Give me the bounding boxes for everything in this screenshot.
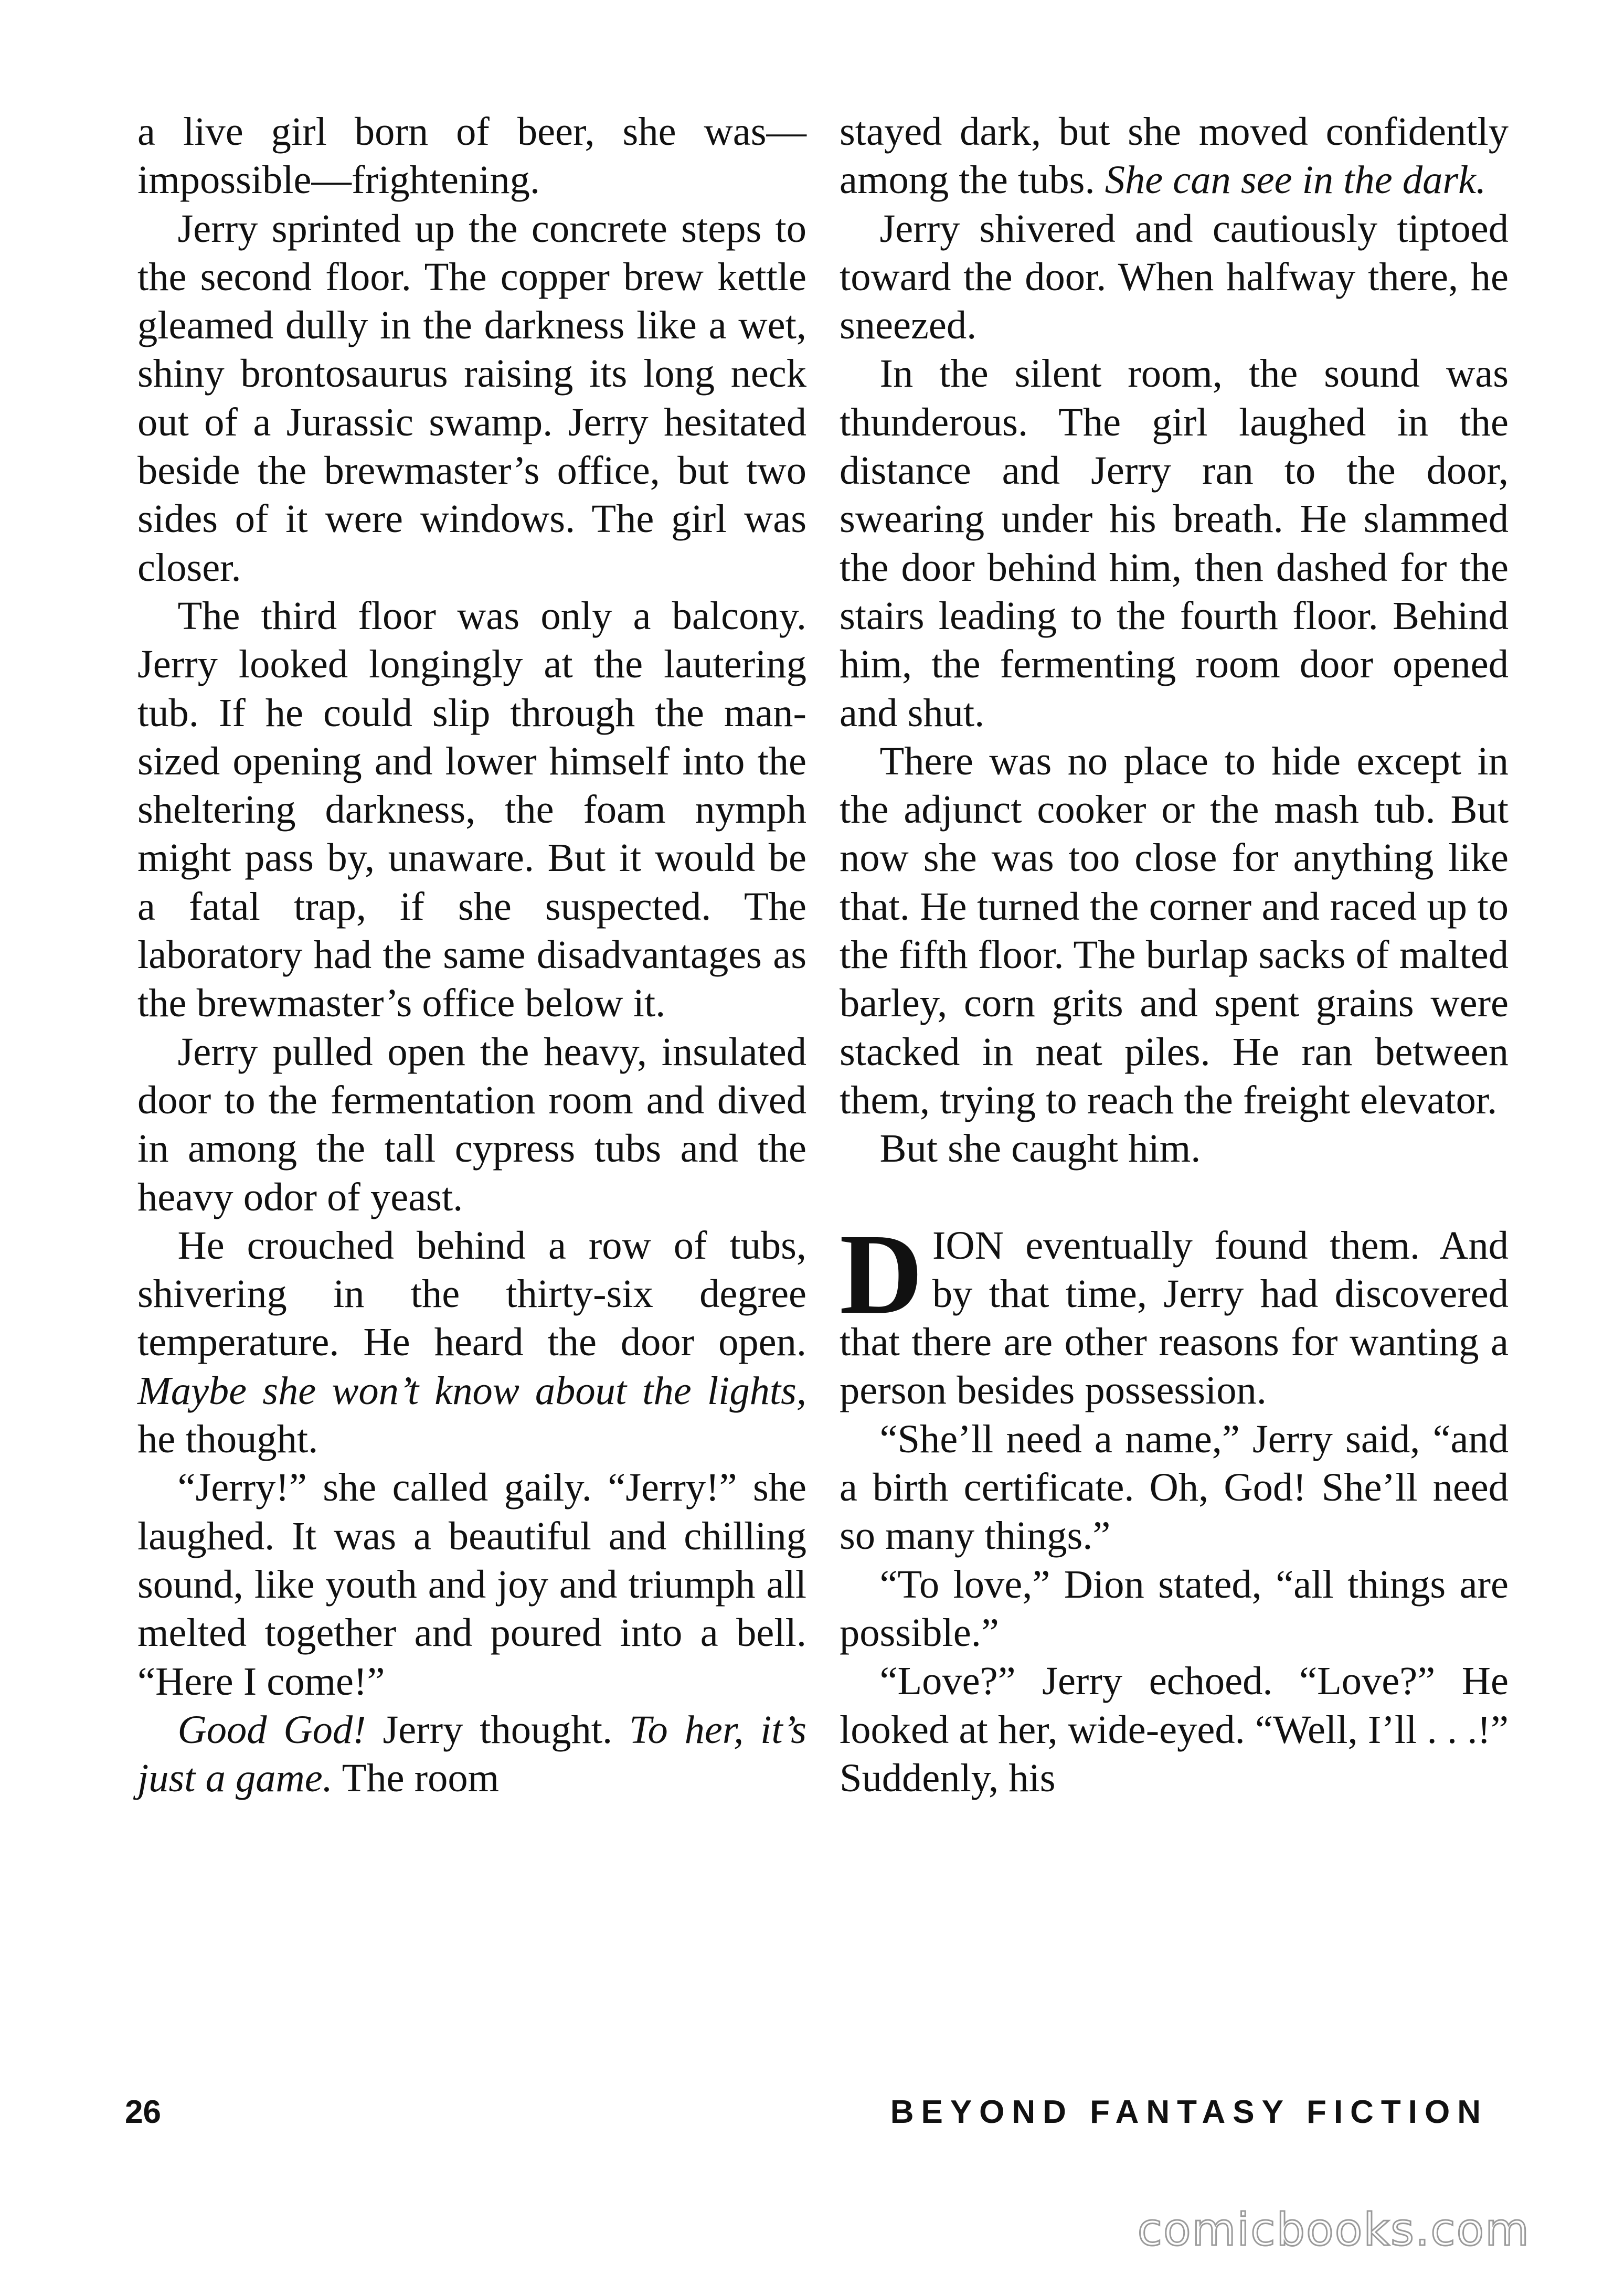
paragraph: “She’ll need a name,” Jerry said, “and a birth certificate. Oh, God! She’ll need so many things.”: [840, 1416, 1509, 1558]
italic-text: She can see in the dark.: [1105, 157, 1486, 203]
paragraph: Jerry sprinted up the concrete steps to the second floor. The copper brew kettle gleamed dully in the darkness like a wet, shiny brontosaurus raising its long neck out of a Jurassic swamp. Jerry hesitated beside the brewmaster’s office, but two sides of it were windows. The girl was closer.: [137, 206, 806, 590]
paragraph: a live girl born of beer, she was—impossible—frightening.: [137, 109, 806, 203]
watermark: comicbooks.com: [1137, 2204, 1530, 2256]
running-footer-title: BEYOND FANTASY FICTION: [890, 2094, 1488, 2130]
paragraph: But she caught him.: [879, 1126, 1201, 1171]
right-column: [840, 108, 1509, 1802]
paragraph: Good God! Jerry thought. To her, it’s just a game. The room: [137, 1707, 807, 1801]
section-opening-paragraph: DION eventually found them. And by that time, Jerry had discovered that there are other reasons for wanting a person besides possession.: [840, 1209, 1509, 1413]
paragraph: There was no place to hide except in the adjunct cooker or the mash tub. But now she was too close for anything like that. He turned the corner and raced up to the fifth floor. The burlap sacks of malted barley, corn grits and spent grains were stacked in neat piles. He ran between them, trying to reach the freight elevator.: [840, 738, 1509, 1122]
paragraph: The third floor was only a balcony. Jerry looked longingly at the lautering tub. If he could slip through the man-sized opening and lower himself into the sheltering darkness, the foam nymph might pass by, unaware. But it would be a fatal trap, if she suspected. The laboratory had the same disadvantages as the brewmaster’s office below it.: [137, 593, 806, 1026]
paragraph: Jerry pulled open the heavy, insulated door to the fermentation room and dived in among the tall cypress tubs and the heavy odor of yeast.: [137, 1029, 806, 1219]
paragraph: “Jerry!” she called gaily. “Jerry!” she laughed. It was a beautiful and chilling sound, like youth and joy and triumph all melted together and poured into a bell. “Here I come!”: [137, 1465, 806, 1704]
page-number: 26: [125, 2094, 161, 2130]
paragraph: “Love?” Jerry echoed. “Love?” He looked at her, wide-eyed. “Well, I’ll . . .!” Suddenly, his: [840, 1659, 1509, 1800]
paragraph: He crouched behind a row of tubs, shivering in the thirty-six degree temperature. He heard the door open. Maybe she won’t know about the lights, he thought.: [137, 1223, 806, 1462]
small-caps-word: ION: [932, 1223, 1004, 1268]
left-column: [137, 108, 806, 1802]
drop-cap: D: [840, 1209, 923, 1338]
italic-text: Maybe she won’t know about the lights,: [137, 1368, 806, 1413]
italic-text: To her, it’s just a game.: [137, 1707, 807, 1801]
paragraph: stayed dark, but she moved confidently among the tubs. She can see in the dark.: [840, 109, 1509, 203]
paragraph: “To love,” Dion stated, “all things are possible.”: [840, 1561, 1509, 1655]
paragraph: Jerry shivered and cautiously tiptoed toward the door. When halfway there, he sneezed.: [840, 206, 1509, 348]
paragraph: In the silent room, the sound was thunderous. The girl laughed in the distance and Jerry ran to the door, swearing under his breath. He slammed the door behind him, then dashed for the stairs leading to the fourth floor. Behind him, the fermenting room door opened and shut.: [840, 351, 1509, 735]
italic-text: Good God!: [177, 1707, 366, 1752]
